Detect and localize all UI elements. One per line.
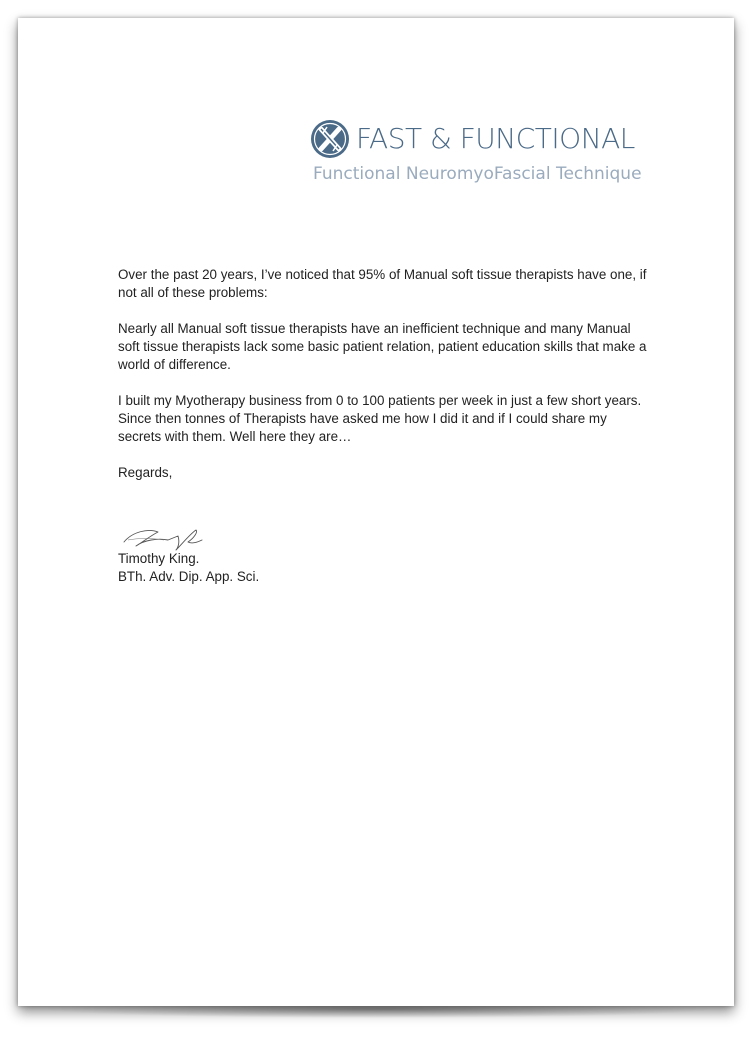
company-logo [310,119,640,209]
fnt-x-logo-icon [310,119,350,159]
letter-paragraph: Over the past 20 years, I’ve noticed that 95% of Manual soft tissue therapists have one, if not all of these problems: [118,267,647,300]
signer-credentials: BTh. Adv. Dip. App. Sci. [118,569,260,584]
handwritten-signature [118,518,208,554]
letter-page [18,18,734,1006]
logo-subtitle: Functional NeuromyoFascial Technique [313,164,642,184]
logo-title: FAST & FUNCTIONAL [356,122,635,155]
letter-closing: Regards, [118,465,173,480]
letter-paragraph: I built my Myotherapy business from 0 to 100 patients per week in just a few short years. Since then tonnes of Therapists have asked me how I did it and if I could share my secrets with them. Well here they are… [118,393,642,444]
signer-name: Timothy King. [118,551,200,566]
letter-paragraph: Nearly all Manual soft tissue therapists have an inefficient technique and many Manual soft tissue therapists lack some basic patient relation, patient education skills that make a world of difference. [118,321,647,372]
letter-body [118,266,653,500]
